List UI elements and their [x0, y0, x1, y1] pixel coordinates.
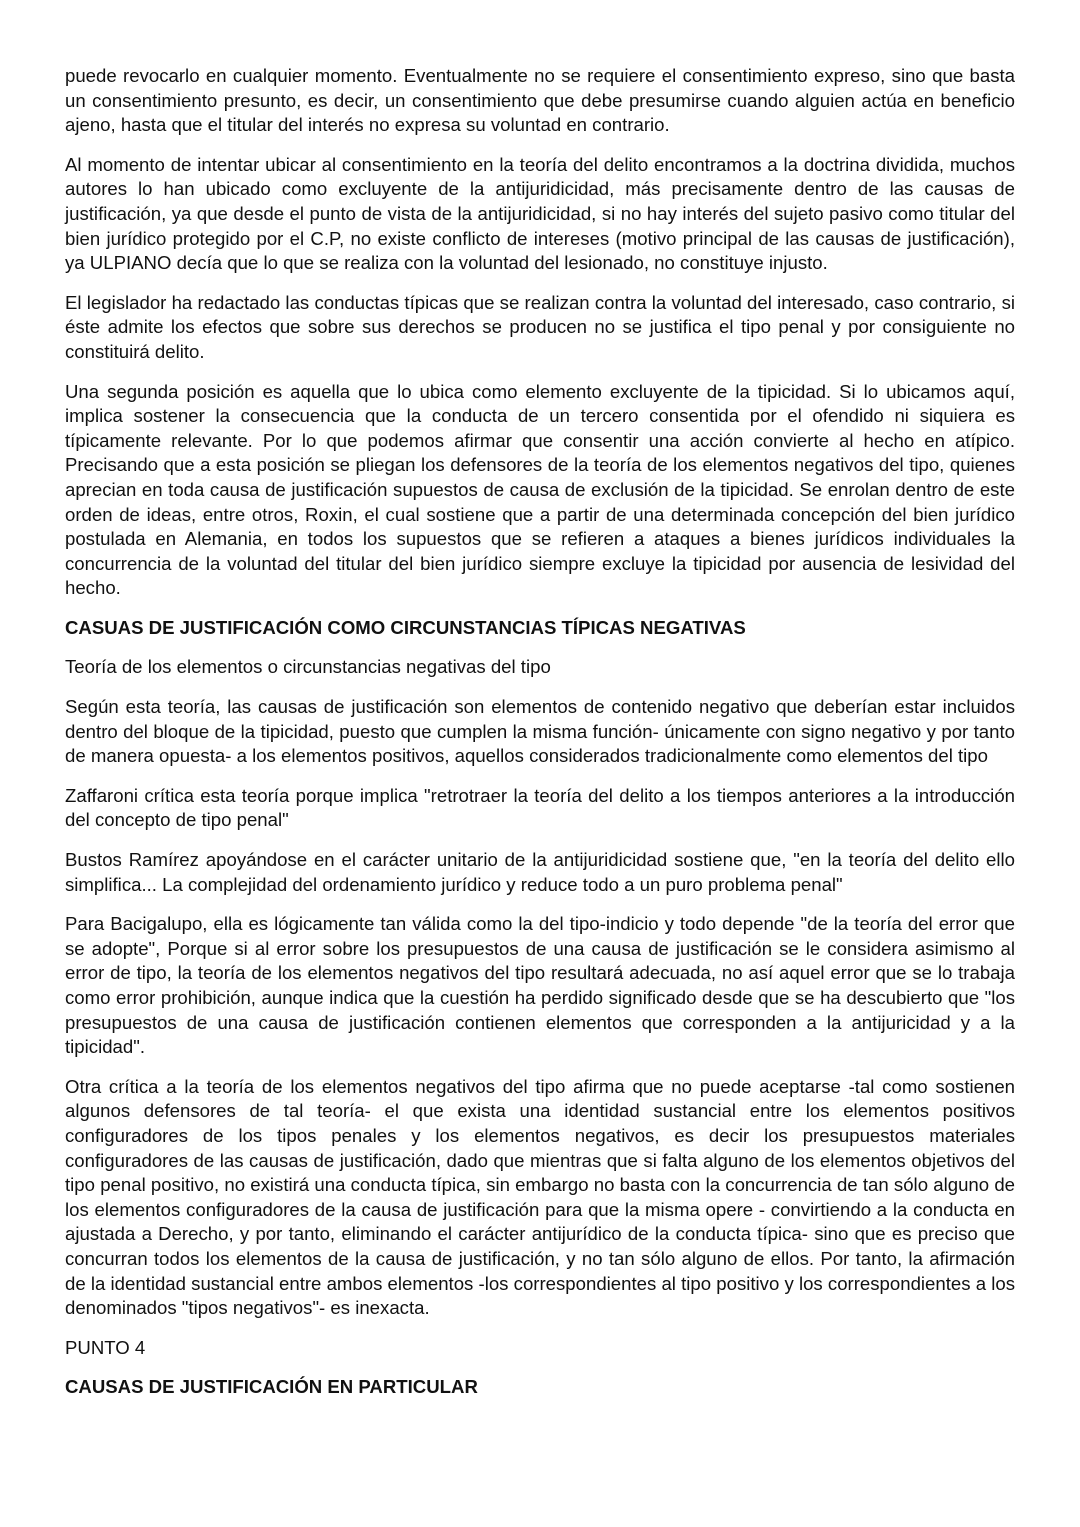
paragraph-bustos-ramirez: Bustos Ramírez apoyándose en el carácter unitario de la antijuridicidad sostiene que, "en la teoría del delito ello simplifica... La complejidad del ordenamiento jurídico y reduce todo a un puro problema penal": [65, 849, 1015, 895]
subheading-teoria-elementos-negativos: Teoría de los elementos o circunstancias negativas del tipo: [65, 656, 551, 678]
paragraph-segun-esta-teoria: Según esta teoría, las causas de justificación son elementos de contenido negativo que deberían estar incluidos dentro del bloque de la tipicidad, puesto que cumplen la misma función- únicamente con signo negativo y por tanto de manera opuesta- a los elementos positivos, aquellos considerados tradicionalmente como elementos del tipo: [65, 696, 1015, 767]
paragraph-zaffaroni: Zaffaroni crítica esta teoría porque implica "retrotraer la teoría del delito a los tiempos anteriores a la introducción del concepto de tipo penal": [65, 784, 1015, 831]
paragraph-otra-critica: Otra crítica a la teoría de los elementos negativos del tipo afirma que no puede aceptarse -tal como sostienen algunos defensores de tal teoría- el que exista una identidad sustancial entre los elementos positivos configuradores de los tipos penales y los elementos negativos, es decir los presupuestos materiales configuradores de las causas de justificación, dado que mientras que si falta alguno de los elementos objetivos del tipo penal positivo, no existirá una conducta típica, sin embargo no basta con la concurrencia de tan sólo alguno de los elementos configuradores de la causa de justificación para que la misma opere - convirtiendo a la conducta en ajustada a Derecho, y por tanto, eliminando el carácter antijurídico de la conducta típica- sino que es preciso que concurran todos los elementos de la causa de justificación, y no tan sólo alguno de ellos. Por tanto, la afirmación de la identidad sustancial entre ambos elementos -los correspondientes al tipo positivo y los correspondientes a los denominados "tipos negativos"- es inexacta.: [65, 1075, 1015, 1319]
paragraph-segunda-posicion: Una segunda posición es aquella que lo ubica como elemento excluyente de la tipicidad. Si lo ubicamos aquí, implica sostener la consecuencia que la conducta de un tercero consentida por el ofendido ni siquiera es típicamente relevante. Por lo que podemos afirmar que consentir una acción convierte al hecho en atípico. Precisando que a esta posición se pliegan los defensores de la teoría de los elementos negativos del tipo, quienes aprecian en toda causa de justificación supuestos de causa de exclusión de la tipicidad. Se enrolan dentro de este orden de ideas, entre otros, Roxin, el cual sostiene que a partir de una determinada concepción del bien jurídico postulada en Alemania, en todos los supuestos que se refieren a ataques a bienes jurídicos individuales la concurrencia de la voluntad del titular del bien jurídico siempre excluye la tipicidad por ausencia de lesividad del hecho.: [65, 380, 1015, 599]
paragraph-doctrina-dividida: Al momento de intentar ubicar al consentimiento en la teoría del delito encontramos a la doctrina dividida, muchos autores lo han ubicado como excluyente de la antijuridicidad, más precisamente dentro de las causas de justificación, ya que desde el punto de vista de la antijuridicidad, si no hay interés del sujeto pasivo como titular del bien jurídico protegido por el C.P, no existe conflicto de intereses (motivo principal de las causas de justificación), ya ULPIANO decía que lo que se realiza con la voluntad del lesionado, no constituye injusto.: [65, 153, 1015, 274]
paragraph-consentimiento-presunto: puede revocarlo en cualquier momento. Eventualmente no se requiere el consentimiento expreso, sino que basta un consentimiento presunto, es decir, un consentimiento que debe presumirse cuando alguien actúa en beneficio ajeno, hasta que el titular del interés no expresa su voluntad en contrario.: [65, 65, 1015, 136]
paragraph-bacigalupo: Para Bacigalupo, ella es lógicamente tan válida como la del tipo-indicio y todo depende "de la teoría del error que se adopte", Porque si al error sobre los presupuestos de una causa de justificación se le considera asimismo al error de tipo, la teoría de los elementos negativos del tipo resultará adecuada, no así aquel error que se lo trabaja como error prohibición, aunque indica que la cuestión ha perdido significado desde que se ha descubierto que "los presupuestos de una causa de justificación contienen elementos que corresponden a la antijuricidad y a la tipicidad".: [65, 913, 1015, 1058]
document-page: [65, 64, 1015, 1415]
paragraph-legislador: El legislador ha redactado las conductas típicas que se realizan contra la voluntad del interesado, caso contrario, si éste admite los efectos que sobre sus derechos se producen no se justifica el tipo penal y por consiguiente no constituirá delito.: [65, 291, 1015, 362]
section-heading-circunstancias-negativas: CASUAS DE JUSTIFICACIÓN COMO CIRCUNSTANCIAS TÍPICAS NEGATIVAS: [65, 616, 746, 638]
section-heading-causas-particular: CAUSAS DE JUSTIFICACIÓN EN PARTICULAR: [65, 1376, 478, 1398]
section-label-punto-4: PUNTO 4: [65, 1336, 146, 1358]
